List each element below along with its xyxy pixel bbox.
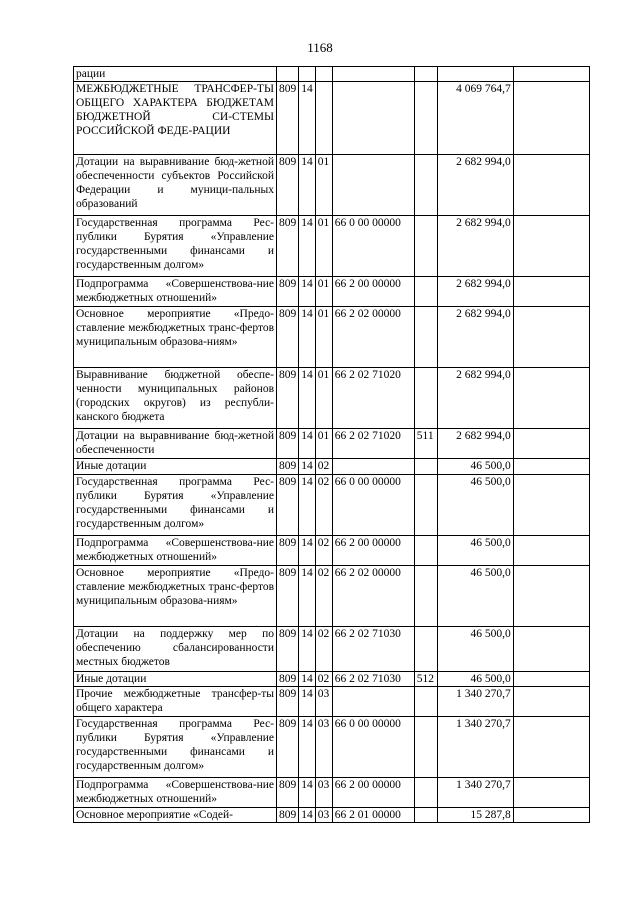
- item-name-cell: Основное мероприятие «Содей-: [74, 808, 277, 823]
- subsection-code-cell: 03: [315, 808, 332, 823]
- section-code-cell: 14: [299, 475, 316, 536]
- table-row: [74, 155, 590, 216]
- table-row: [74, 67, 590, 82]
- table-row: [74, 459, 590, 475]
- amount-cell: 46 500,0: [437, 536, 513, 566]
- ministry-code-cell: 809: [277, 475, 299, 536]
- amount-cell: 1 340 270,7: [437, 717, 513, 778]
- amount-cell: [437, 67, 513, 82]
- expense-type-cell: [414, 717, 437, 778]
- amount-cell: 2 682 994,0: [437, 277, 513, 307]
- item-name-cell: Государственная программа Рес-публики Бурятия «Управление государственными финансами и государственным долгом»: [74, 216, 277, 277]
- expense-type-cell: [414, 627, 437, 672]
- ministry-code-cell: 809: [277, 808, 299, 823]
- expense-type-cell: [414, 368, 437, 429]
- amount-cell: 4 069 764,7: [437, 82, 513, 155]
- table-row: [74, 429, 590, 459]
- table-body: [74, 67, 590, 823]
- expense-type-cell: [414, 155, 437, 216]
- empty-cell: [513, 216, 589, 277]
- ministry-code-cell: 809: [277, 368, 299, 429]
- item-name-cell: Дотации на поддержку мер по обеспечению сбалансированности местных бюджетов: [74, 627, 277, 672]
- ministry-code-cell: 809: [277, 717, 299, 778]
- expense-type-cell: 512: [414, 672, 437, 687]
- table-row: [74, 277, 590, 307]
- amount-cell: 46 500,0: [437, 627, 513, 672]
- budget-table: [73, 66, 590, 823]
- item-name-cell: Основное мероприятие «Предо-ставление межбюджетных транс-фертов муниципальным образова-ниям»: [74, 307, 277, 368]
- subsection-code-cell: 02: [315, 672, 332, 687]
- item-name-cell: рации: [74, 67, 277, 82]
- item-name-cell: Основное мероприятие «Предо-ставление межбюджетных транс-фертов муниципальным образова-ниям»: [74, 566, 277, 627]
- empty-cell: [513, 672, 589, 687]
- target-article-cell: [332, 687, 414, 717]
- section-code-cell: 14: [299, 778, 316, 808]
- expense-type-cell: [414, 307, 437, 368]
- item-name-cell: Дотации на выравнивание бюд-жетной обеспеченности субъектов Российской Федерации и муници-пальных образований: [74, 155, 277, 216]
- empty-cell: [513, 67, 589, 82]
- empty-cell: [513, 778, 589, 808]
- expense-type-cell: [414, 808, 437, 823]
- subsection-code-cell: 01: [315, 429, 332, 459]
- section-code-cell: 14: [299, 82, 316, 155]
- subsection-code-cell: 02: [315, 459, 332, 475]
- item-name-cell: Выравнивание бюджетной обеспе-ченности муниципальных районов (городских округов) из республи-канского бюджета: [74, 368, 277, 429]
- ministry-code-cell: 809: [277, 672, 299, 687]
- section-code-cell: 14: [299, 307, 316, 368]
- expense-type-cell: [414, 536, 437, 566]
- amount-cell: 46 500,0: [437, 566, 513, 627]
- ministry-code-cell: [277, 67, 299, 82]
- table-row: [74, 778, 590, 808]
- ministry-code-cell: 809: [277, 627, 299, 672]
- empty-cell: [513, 808, 589, 823]
- amount-cell: 1 340 270,7: [437, 778, 513, 808]
- table-row: [74, 82, 590, 155]
- table-row: [74, 717, 590, 778]
- table-row: [74, 216, 590, 277]
- expense-type-cell: [414, 566, 437, 627]
- item-name-cell: Подпрограмма «Совершенствова-ние межбюджетных отношений»: [74, 277, 277, 307]
- subsection-code-cell: 01: [315, 155, 332, 216]
- expense-type-cell: [414, 475, 437, 536]
- item-name-cell: Государственная программа Рес-публики Бурятия «Управление государственными финансами и государственным долгом»: [74, 475, 277, 536]
- empty-cell: [513, 475, 589, 536]
- ministry-code-cell: 809: [277, 778, 299, 808]
- subsection-code-cell: 03: [315, 778, 332, 808]
- amount-cell: 2 682 994,0: [437, 216, 513, 277]
- empty-cell: [513, 307, 589, 368]
- table-row: [74, 307, 590, 368]
- subsection-code-cell: 01: [315, 368, 332, 429]
- ministry-code-cell: 809: [277, 155, 299, 216]
- amount-cell: 46 500,0: [437, 672, 513, 687]
- expense-type-cell: 511: [414, 429, 437, 459]
- target-article-cell: [332, 82, 414, 155]
- table-row: [74, 672, 590, 687]
- subsection-code-cell: 02: [315, 475, 332, 536]
- ministry-code-cell: 809: [277, 82, 299, 155]
- target-article-cell: 66 2 00 00000: [332, 536, 414, 566]
- empty-cell: [513, 82, 589, 155]
- target-article-cell: 66 2 00 00000: [332, 778, 414, 808]
- item-name-cell: Иные дотации: [74, 459, 277, 475]
- amount-cell: 2 682 994,0: [437, 155, 513, 216]
- ministry-code-cell: 809: [277, 216, 299, 277]
- expense-type-cell: [414, 778, 437, 808]
- subsection-code-cell: 01: [315, 216, 332, 277]
- ministry-code-cell: 809: [277, 459, 299, 475]
- amount-cell: 2 682 994,0: [437, 429, 513, 459]
- target-article-cell: 66 0 00 00000: [332, 717, 414, 778]
- expense-type-cell: [414, 216, 437, 277]
- section-code-cell: 14: [299, 429, 316, 459]
- empty-cell: [513, 155, 589, 216]
- subsection-code-cell: 02: [315, 627, 332, 672]
- target-article-cell: 66 0 00 00000: [332, 216, 414, 277]
- section-code-cell: 14: [299, 627, 316, 672]
- table-row: [74, 368, 590, 429]
- subsection-code-cell: 03: [315, 687, 332, 717]
- section-code-cell: 14: [299, 808, 316, 823]
- page-number: 1168: [307, 40, 333, 55]
- ministry-code-cell: 809: [277, 307, 299, 368]
- subsection-code-cell: 02: [315, 536, 332, 566]
- ministry-code-cell: 809: [277, 687, 299, 717]
- empty-cell: [513, 717, 589, 778]
- empty-cell: [513, 277, 589, 307]
- section-code-cell: 14: [299, 536, 316, 566]
- item-name-cell: Подпрограмма «Совершенствова-ние межбюджетных отношений»: [74, 536, 277, 566]
- section-code-cell: 14: [299, 277, 316, 307]
- subsection-code-cell: 01: [315, 277, 332, 307]
- ministry-code-cell: 809: [277, 277, 299, 307]
- section-code-cell: 14: [299, 216, 316, 277]
- expense-type-cell: [414, 82, 437, 155]
- empty-cell: [513, 627, 589, 672]
- expense-type-cell: [414, 277, 437, 307]
- ministry-code-cell: 809: [277, 429, 299, 459]
- empty-cell: [513, 536, 589, 566]
- amount-cell: 46 500,0: [437, 475, 513, 536]
- target-article-cell: 66 2 02 71020: [332, 429, 414, 459]
- subsection-code-cell: 03: [315, 717, 332, 778]
- target-article-cell: [332, 459, 414, 475]
- amount-cell: 1 340 270,7: [437, 687, 513, 717]
- section-code-cell: 14: [299, 687, 316, 717]
- section-code-cell: [299, 67, 316, 82]
- subsection-code-cell: [315, 67, 332, 82]
- target-article-cell: 66 0 00 00000: [332, 475, 414, 536]
- item-name-cell: Подпрограмма «Совершенствова-ние межбюджетных отношений»: [74, 778, 277, 808]
- empty-cell: [513, 566, 589, 627]
- table-row: [74, 475, 590, 536]
- expense-type-cell: [414, 687, 437, 717]
- ministry-code-cell: 809: [277, 566, 299, 627]
- amount-cell: 15 287,8: [437, 808, 513, 823]
- section-code-cell: 14: [299, 368, 316, 429]
- target-article-cell: 66 2 02 71030: [332, 672, 414, 687]
- section-code-cell: 14: [299, 459, 316, 475]
- target-article-cell: 66 2 02 71020: [332, 368, 414, 429]
- section-code-cell: 14: [299, 717, 316, 778]
- table-row: [74, 566, 590, 627]
- table-row: [74, 808, 590, 823]
- target-article-cell: 66 2 02 00000: [332, 307, 414, 368]
- item-name-cell: Иные дотации: [74, 672, 277, 687]
- expense-type-cell: [414, 67, 437, 82]
- subsection-code-cell: [315, 82, 332, 155]
- amount-cell: 46 500,0: [437, 459, 513, 475]
- item-name-cell: Прочие межбюджетные трансфер-ты общего характера: [74, 687, 277, 717]
- item-name-cell: Государственная программа Рес-публики Бурятия «Управление государственными финансами и государственным долгом»: [74, 717, 277, 778]
- empty-cell: [513, 368, 589, 429]
- subsection-code-cell: 01: [315, 307, 332, 368]
- empty-cell: [513, 429, 589, 459]
- table-row: [74, 536, 590, 566]
- expense-type-cell: [414, 459, 437, 475]
- table-row: [74, 627, 590, 672]
- target-article-cell: 66 2 01 00000: [332, 808, 414, 823]
- item-name-cell: МЕЖБЮДЖЕТНЫЕ ТРАНСФЕР-ТЫ ОБЩЕГО ХАРАКТЕРА БЮДЖЕТАМ БЮДЖЕТНОЙ СИ-СТЕМЫ РОССИЙСКОЙ ФЕДЕ-РАЦИИ: [74, 82, 277, 155]
- section-code-cell: 14: [299, 155, 316, 216]
- target-article-cell: 66 2 02 71030: [332, 627, 414, 672]
- section-code-cell: 14: [299, 566, 316, 627]
- target-article-cell: [332, 67, 414, 82]
- empty-cell: [513, 459, 589, 475]
- item-name-cell: Дотации на выравнивание бюд-жетной обеспеченности: [74, 429, 277, 459]
- amount-cell: 2 682 994,0: [437, 307, 513, 368]
- target-article-cell: 66 2 00 00000: [332, 277, 414, 307]
- target-article-cell: 66 2 02 00000: [332, 566, 414, 627]
- section-code-cell: 14: [299, 672, 316, 687]
- target-article-cell: [332, 155, 414, 216]
- subsection-code-cell: 02: [315, 566, 332, 627]
- table-row: [74, 687, 590, 717]
- ministry-code-cell: 809: [277, 536, 299, 566]
- empty-cell: [513, 687, 589, 717]
- amount-cell: 2 682 994,0: [437, 368, 513, 429]
